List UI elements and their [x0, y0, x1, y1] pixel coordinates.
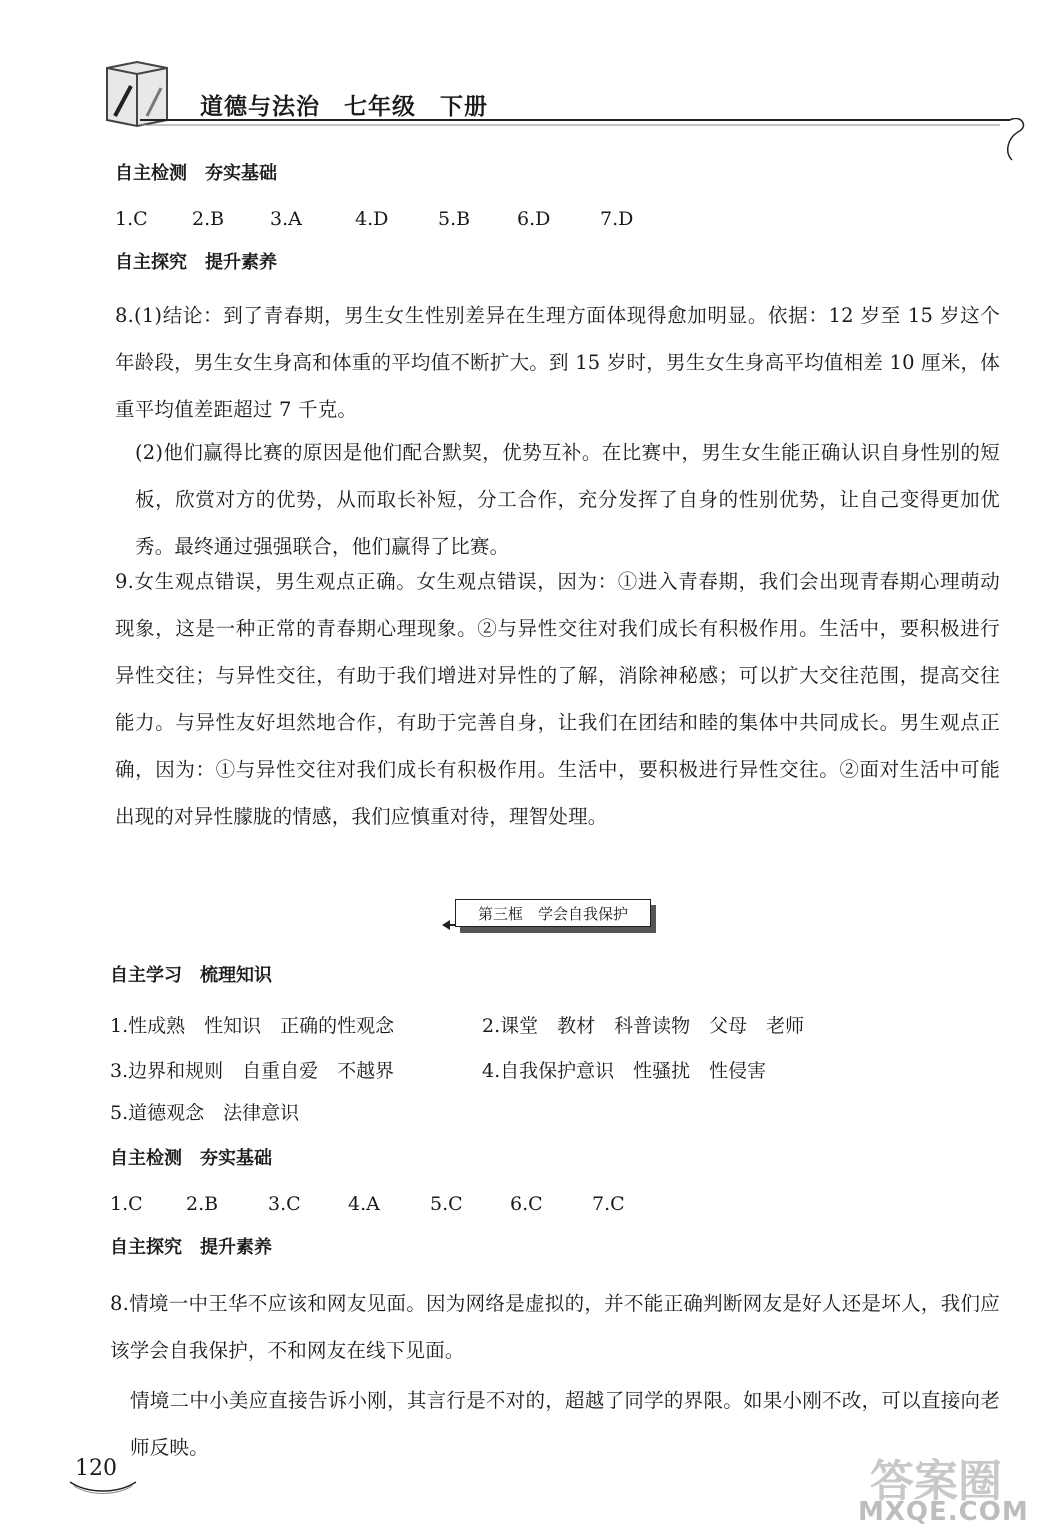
- answer-item: 3.C: [268, 1193, 301, 1215]
- answer-item: 4.A: [348, 1193, 380, 1215]
- answer-q8-scenario-2: 情境二中小美应直接告诉小刚，其言行是不对的，超越了同学的界限。如果小刚不改，可以直接向老师反映。: [130, 1389, 1000, 1459]
- section-title-explore-1: 自主探究 提升素养: [115, 252, 277, 273]
- answer-item: 1.C: [110, 1193, 143, 1215]
- answer-q8-scenario-1: 8.情境一中王华不应该和网友见面。因为网络是虚拟的，并不能正确判断网友是好人还是坏人，我们应该学会自我保护，不和网友在线下见面。: [110, 1292, 1000, 1362]
- answer-item: 2.B: [192, 208, 225, 230]
- section-title-check-2: 自主检测 夯实基础: [110, 1148, 272, 1169]
- answer-q8-part1: 8.(1)结论：到了青春期，男生女生性别差异在生理方面体现得愈加明显。依据：12 岁至 15 岁这个年龄段，男生女生身高和体重的平均值不断扩大。到 15 岁时，男生女生身高平均值相差 10 厘米，体重平均值差距超过 7 千克。: [115, 304, 1000, 421]
- answer-item: 7.C: [592, 1193, 625, 1215]
- page-header: [0, 0, 1038, 160]
- study-item-3: 3.边界和规则 自重自爱 不越界: [110, 1060, 395, 1082]
- answer-item: 6.D: [517, 208, 551, 230]
- answer-item: 6.C: [510, 1193, 543, 1215]
- answer-q9: 9.女生观点错误，男生观点正确。女生观点错误，因为：①进入青春期，我们会出现青春期心理萌动现象，这是一种正常的青春期心理现象。②与异性交往对我们成长有积极作用。生活中，要积极进行异性交往；与异性交往，有助于我们增进对异性的了解，消除神秘感；可以扩大交往范围，提高交往能力。与异性友好坦然地合作，有助于完善自身，让我们在团结和睦的集体中共同成长。男生观点正确，因为：①与异性交往对我们成长有积极作用。生活中，要积极进行异性交往。②面对生活中可能出现的对异性朦胧的情感，我们应慎重对待，理智处理。: [115, 570, 1000, 828]
- answer-item: 7.D: [600, 208, 634, 230]
- answer-item: 2.B: [186, 1193, 219, 1215]
- answer-item: 5.B: [438, 208, 471, 230]
- watermark-url: MXQE.COM: [858, 1497, 1029, 1527]
- header-rule-decoration: [140, 118, 1030, 168]
- section-title-explore-2: 自主探究 提升素养: [110, 1237, 272, 1258]
- page-number-decoration: [68, 1478, 138, 1496]
- study-item-5: 5.道德观念 法律意识: [110, 1102, 300, 1124]
- answer-item: 5.C: [430, 1193, 463, 1215]
- section-title-check-1: 自主检测 夯实基础: [115, 163, 277, 184]
- answer-item: 3.A: [270, 208, 302, 230]
- study-item-1: 1.性成熟 性知识 正确的性观念: [110, 1015, 395, 1037]
- lesson-title-box: 第三框 学会自我保护: [455, 899, 651, 927]
- answer-item: 1.C: [115, 208, 148, 230]
- book-title: 道德与法治 七年级 下册: [200, 93, 488, 120]
- watermark-logo: 答案圈: [870, 1456, 1002, 1507]
- page-number: 120: [75, 1456, 117, 1481]
- study-item-4: 4.自我保护意识 性骚扰 性侵害: [482, 1060, 767, 1082]
- section-title-study: 自主学习 梳理知识: [110, 965, 272, 986]
- answer-item: 4.D: [355, 208, 389, 230]
- study-item-2: 2.课堂 教材 科普读物 父母 老师: [482, 1015, 805, 1037]
- answer-q8-part2: (2)他们赢得比赛的原因是他们配合默契，优势互补。在比赛中，男生女生能正确认识自身性别的短板，欣赏对方的优势，从而取长补短，分工合作，充分发挥了自身的性别优势，让自己变得更加优秀。最终通过强强联合，他们赢得了比赛。: [135, 441, 1000, 558]
